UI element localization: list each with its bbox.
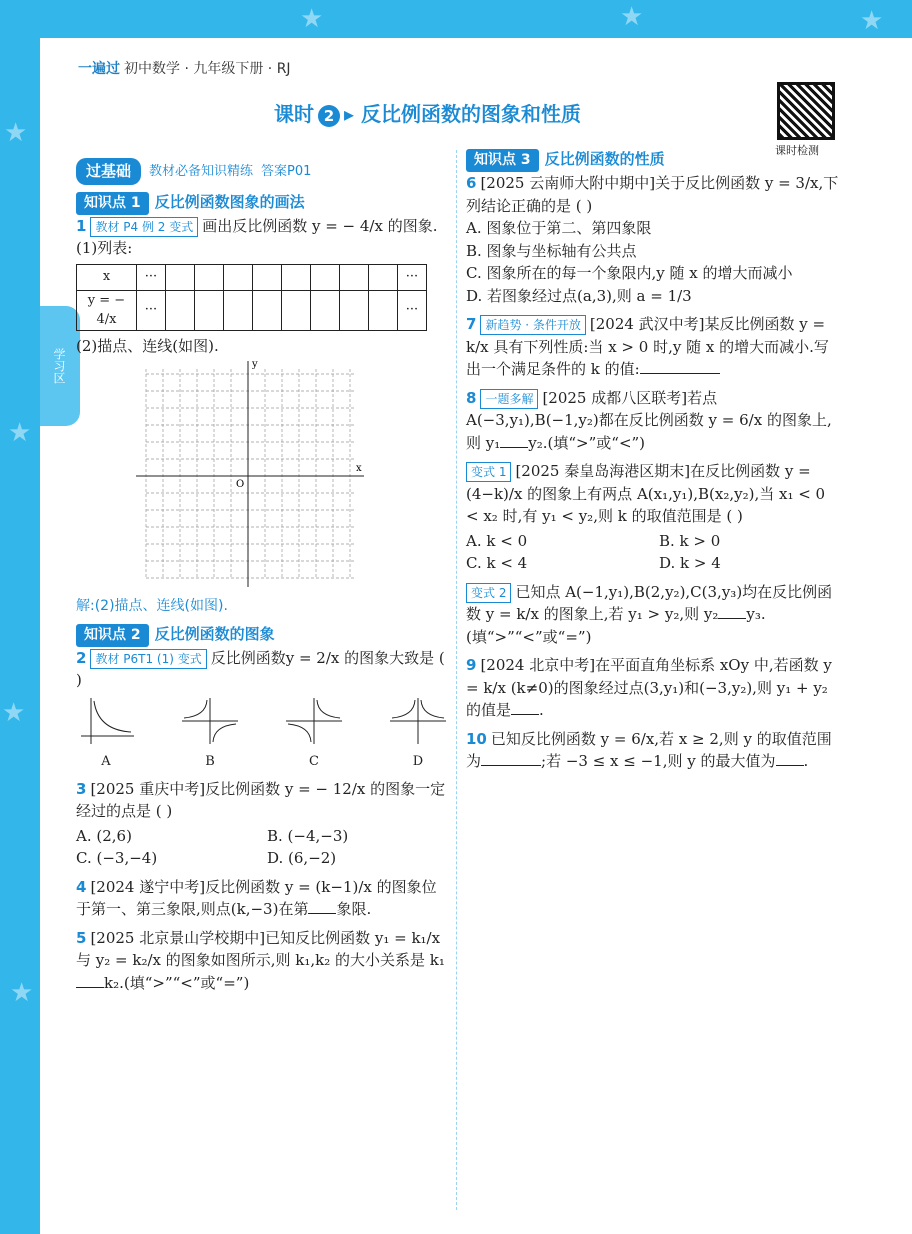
question-3: 3 [2025 重庆中考]反比例函数 y = − 12/x 的图象一定经过的点是 ( ) A. (2,6) B. (−4,−3) C. (−3,−4) D. (6,−2) (76, 779, 446, 867)
question-6: 6 [2025 云南师大附中期中]关于反比例函数 y = 3/x,下列结论正确的是 ( ) A. 图象位于第二、第四象限 B. 图象与坐标轴有公共点 C. 图象所在的每一个象限内,y 随 x 的增大而减小 D. 若图象经过点(a,3),则 a = 1/3 (466, 174, 839, 305)
question-10: 10 已知反比例函数 y = 6/x,若 x ≥ 2,则 y 的取值范围为 ;若 −3 ≤ x ≤ −1,则 y 的最大值为 . (466, 729, 832, 770)
graph-b[interactable]: B (180, 696, 240, 772)
question-8: 8 一题多解 [2025 成都八区联考]若点 A(−3,y₁),B(−1,y₂)都在反比例函数 y = 6/x 的图象上,则 y₁ y₂.(填“>”或“<”) (466, 388, 832, 452)
graph-c[interactable]: C (284, 696, 344, 772)
graph-d[interactable]: D (388, 696, 448, 772)
qr-label: 课时检测 (775, 144, 819, 157)
question-2: 2 教材 P6T1 (1) 变式 反比例函数y = 2/x 的图象大致是 ( ) A B C D (76, 647, 448, 772)
kp1-badge: 知识点 1 (76, 192, 149, 215)
workbook-page (40, 38, 912, 1234)
left-column: 过基础 教材必备知识精练 答案P01 知识点 1 反比例函数图象的画法 1 教材 P4 例 2 变式 画出反比例函数 y = − 4/x 的图象. (1)列表: x ··· ··· y = − 4/x ··· ··· (2)描点、连线(如图). x y O 解:(2)描点、连线(如图). 知识点 2 反比例函数的图象 2 教材 P6T1 (1) 变式 反比例函数y = 2/x 的图象大致是 ( ) A B C D 3 [2025 重庆中考]反比例函数 y = − 12/x 的图象一定经过的点是 ( ) A. (2,6) B. (−4,−3) C. (−3,−4) D. (6,−2) 4 [2024 遂宁中考]反比例函数 y = (k−1)/x 的图象位于第一、第三象限,则点(k,−3)在第 象限. 5 [2025 北京景山学校期中]已知反比例函数 y₁ = k₁/x 与 y₂ = k₂/x 的图象如图所示,则 k₁,k₂ 的大小关系是 k₁k₂.(填“>”“<”或“=”) (76, 158, 448, 1000)
svg-text:x: x (356, 463, 362, 474)
variant-2: 变式 2 已知点 A(−1,y₁),B(2,y₂),C(3,y₃)均在反比例函数 y = k/x 的图象上,若 y₁ > y₂,则 y₂ y₃.(填“>”“<”或“=”) (466, 582, 833, 646)
answer-1: 解:(2)描点、连线(如图). (76, 597, 228, 614)
question-7: 7 新趋势 · 条件开放 [2024 武汉中考]某反比例函数 y = k/x 具有下列性质:当 x > 0 时,y 随 x 的增大而减小.写出一个满足条件的 k 的值: (466, 315, 829, 378)
right-column: 知识点 3 反比例函数的性质 6 [2025 云南师大附中期中]关于反比例函数 y = 3/x,下列结论正确的是 ( ) A. 图象位于第二、第四象限 B. 图象与坐标轴有公共点 C. 图象所在的每一个象限内,y 随 x 的增大而减小 D. 若图象经过点(a,3),则 a = 1/3 7 新趋势 · 条件开放 [2024 武汉中考]某反比例函数 y = k/x 具有下列性质:当 x > 0 时,y 随 x 的增大而减小.写出一个满足条件的 k 的值: 8 一题多解 [2025 成都八区联考]若点 A(−3,y₁),B(−1,y₂)都在反比例函数 y = 6/x 的图象上,则 y₁ y₂.(填“>”或“<”) 变式 1 [2025 秦皇岛海港区期末]在反比例函数 y = (4−k)/x 的图象上有两点 A(x₁,y₁),B(x₂,y₂),当 x₁ < 0 < x₂ 时,有 y₁ < y₂,则 k 的取值范围是 ( ) A. k < 0 B. k > 0 C. k < 4 D. k > 4 变式 2 已知点 A(−1,y₁),B(2,y₂),C(3,y₃)均在反比例函数 y = k/x 的图象上,若 y₁ > y₂,则 y₂ y₃.(填“>”“<”或“=”) 9 [2024 北京中考]在平面直角坐标系 xOy 中,若函数 y = k/x (k≠0)的图象经过点(3,y₁)和(−3,y₂),则 y₁ + y₂ 的值是 . 10 已知反比例函数 y = 6/x,若 x ≥ 2,则 y 的取值范围为 ;若 −3 ≤ x ≤ −1,则 y 的最大值为 . (466, 148, 842, 779)
kp2-badge: 知识点 2 (76, 624, 149, 647)
graph-a[interactable]: A (76, 696, 136, 772)
kp3-badge: 知识点 3 (466, 149, 539, 172)
question-5: 5 [2025 北京景山学校期中]已知反比例函数 y₁ = k₁/x 与 y₂ = k₂/x 的图象如图所示,则 k₁,k₂ 的大小关系是 k₁k₂.(填“>”“<”或“=”) (76, 928, 445, 992)
value-table: x ··· ··· y = − 4/x ··· ··· (76, 264, 427, 331)
variant-1: 变式 1 [2025 秦皇岛海港区期末]在反比例函数 y = (4−k)/x 的图象上有两点 A(x₁,y₁),B(x₂,y₂),当 x₁ < 0 < x₂ 时,有 y₁ < y₂,则 k 的取值范围是 ( ) A. k < 0 B. k > 0 C. k < 4 D. k > 4 (466, 462, 826, 572)
graph-options (76, 696, 448, 772)
question-4: 4 [2024 遂宁中考]反比例函数 y = (k−1)/x 的图象位于第一、第三象限,则点(k,−3)在第 象限. (76, 877, 437, 918)
brand: 一遍过 初中数学 · 九年级下册 · RJ (78, 61, 291, 77)
column-divider (456, 150, 457, 1210)
qr-code[interactable] (777, 82, 835, 140)
svg-text:O: O (236, 479, 245, 490)
basics-banner: 过基础 教材必备知识精练 答案P01 (76, 158, 448, 185)
coordinate-grid (136, 359, 366, 589)
svg-text:y: y (252, 359, 258, 370)
side-tab: 学习区 (40, 306, 80, 426)
lesson-title: 课时 2 ▸ 反比例函数的图象和性质 (274, 102, 582, 126)
question-9: 9 [2024 北京中考]在平面直角坐标系 xOy 中,若函数 y = k/x (k≠0)的图象经过点(3,y₁)和(−3,y₂),则 y₁ + y₂ 的值是 . (466, 656, 832, 719)
question-1: 1 教材 P4 例 2 变式 画出反比例函数 y = − 4/x 的图象. (1)列表: x ··· ··· y = − 4/x ··· ··· (2)描点、连线(如图). x y O 解:(2)描点、连线(如图). (76, 215, 448, 617)
